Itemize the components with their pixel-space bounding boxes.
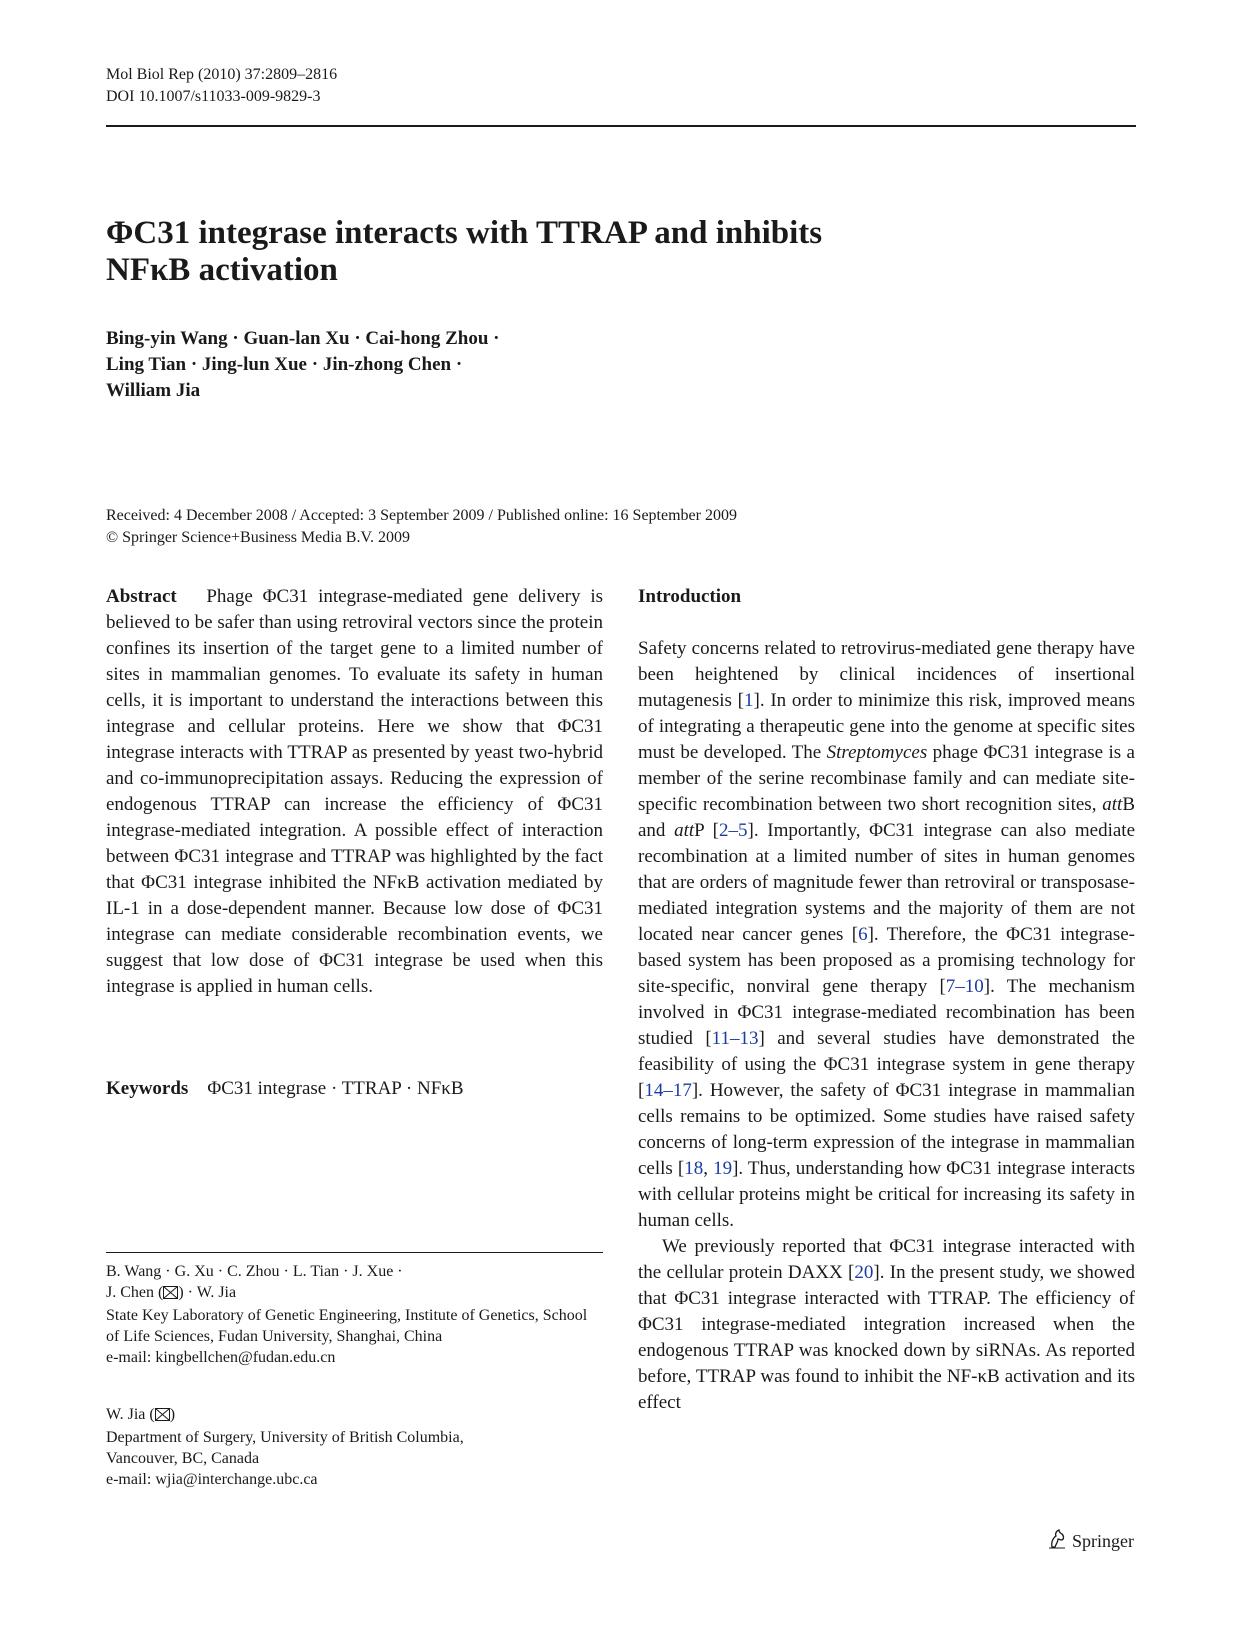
affil1-email[interactable]: e-mail: kingbellchen@fudan.edu.cn	[106, 1349, 336, 1366]
affil2-address-1: Department of Surgery, University of British Columbia,	[106, 1429, 464, 1446]
introduction-heading: Introduction	[638, 586, 742, 607]
citation-link[interactable]: 11–13	[711, 1028, 759, 1049]
affil2-corresponding: W. Jia ( )	[106, 1404, 603, 1427]
citation-link[interactable]: 14–17	[644, 1080, 692, 1101]
authors-line-3: William Jia	[106, 380, 201, 401]
abstract-text: Phage ΦC31 integrase-mediated gene delivery is believed to be safer than using retroviral vectors since the protein confines its insertion of the target gene to a limited number of sites in mammalian genomes. To evaluate its safety in human cells, it is important to understand the interactions between this integrase and cellular proteins. Here we show that ΦC31 integrase interacts with TTRAP as presented by yeast two-hybrid and co-immunoprecipitation assays. Reducing the expression of endogenous TTRAP can increase the efficiency of ΦC31 integrase-mediated integration. A possible effect of interaction between ΦC31 integrase and TTRAP was highlighted by the fact that ΦC31 integrase inhibited the NFκB activation mediated by IL-1 in a dose-dependent manner. Because low dose of ΦC31 integrase can mediate considerable recombination events, we suggest that low dose of ΦC31 integrase be used when this integrase is applied in human cells.	[106, 586, 604, 997]
intro-paragraph-2: We previously reported that ΦC31 integrase interacted with the cellular protein DAXX [20]. In the present study, we showed that ΦC31 integrase interacted with TTRAP. The efficiency of ΦC31 integrase-mediated integration increased when the endogenous TTRAP was knocked down by siRNAs. As reported before, TTRAP was found to inhibit the NF-κB activation and its effect	[638, 1236, 1135, 1413]
affiliation-2	[106, 1404, 603, 1490]
header-rule	[106, 125, 1136, 127]
publication-history: Received: 4 December 2008 / Accepted: 3 September 2009 / Published online: 16 September 2009	[106, 507, 737, 524]
citation-link[interactable]: 6	[858, 924, 868, 945]
abstract	[106, 584, 603, 1000]
intro-paragraph-1: Safety concerns related to retrovirus-mediated gene therapy have been heightened by clinical incidences of insertional mutagenesis [1]. In order to minimize this risk, improved means of integrating a therapeutic gene into the genome at specific sites must be developed. The Streptomyces phage ΦC31 integrase is a member of the serine recombinase family and can mediate site-specific recombination between two short recognition sites, attB and attP [2–5]. Importantly, ΦC31 integrase can also mediate recombination at a limited number of sites in human genomes that are orders of magnitude fewer than retroviral or transposase-mediated integration systems and the majority of them are not located near cancer genes [6]. Therefore, the ΦC31 integrase-based system has been proposed as a promising technology for site-specific, nonviral gene therapy [7–10]. The mechanism involved in ΦC31 integrase-mediated recombination has been studied [11–13] and several studies have demonstrated the feasibility of using the ΦC31 integrase system in gene therapy [14–17]. However, the safety of ΦC31 integrase in mammalian cells remains to be optimized. Some studies have raised safety concerns of long-term expression of the integrase in mammalian cells [18, 19]. Thus, understanding how ΦC31 integrase interacts with cellular proteins might be critical for increasing its safety in human cells.	[638, 638, 1135, 1231]
affil1-address: State Key Laboratory of Genetic Engineering, Institute of Genetics, School of Life Sciences, Fudan University, Shanghai, China	[106, 1307, 588, 1345]
abstract-label: Abstract	[106, 586, 177, 607]
publisher-name: Springer	[1072, 1531, 1134, 1551]
affil1-corresponding: J. Chen ( ) · W. Jia	[106, 1282, 603, 1305]
article-dates	[106, 505, 737, 549]
publisher-logo	[1046, 1528, 1134, 1555]
authors-line-2: Ling Tian · Jing-lun Xue · Jin-zhong Chen ·	[106, 354, 463, 375]
citation-link[interactable]: 18	[684, 1158, 704, 1179]
journal-header	[106, 64, 337, 108]
title-line-2: NFκB activation	[106, 252, 338, 288]
keywords-text: ΦC31 integrase · TTRAP · NFκB	[207, 1078, 464, 1099]
keywords	[106, 1076, 464, 1102]
citation-link[interactable]: 19	[713, 1158, 733, 1179]
title-line-1: ΦC31 integrase interacts with TTRAP and inhibits	[106, 215, 823, 251]
citation-link[interactable]: 1	[744, 690, 754, 711]
citation-link[interactable]: 20	[854, 1262, 874, 1283]
affil1-names: B. Wang · G. Xu · C. Zhou · L. Tian · J. Xue ·	[106, 1263, 403, 1280]
citation-link[interactable]: 7–10	[945, 976, 984, 997]
affiliation-1	[106, 1261, 603, 1368]
keywords-label: Keywords	[106, 1078, 189, 1099]
affil2-email[interactable]: e-mail: wjia@interchange.ubc.ca	[106, 1471, 318, 1488]
journal-citation: Mol Biol Rep (2010) 37:2809–2816	[106, 66, 338, 83]
envelope-icon	[155, 1406, 170, 1427]
doi[interactable]: DOI 10.1007/s11033-009-9829-3	[106, 88, 321, 105]
introduction-body	[638, 636, 1135, 1416]
affil2-address-2: Vancouver, BC, Canada	[106, 1450, 260, 1467]
article-title	[106, 215, 1006, 289]
authors-line-1: Bing-yin Wang · Guan-lan Xu · Cai-hong Zhou ·	[106, 328, 500, 349]
citation-link[interactable]: 2–5	[719, 820, 748, 841]
footnote-rule	[106, 1252, 603, 1253]
envelope-icon	[163, 1284, 178, 1305]
copyright-notice: © Springer Science+Business Media B.V. 2009	[106, 529, 410, 546]
springer-horse-icon	[1046, 1528, 1068, 1555]
author-list	[106, 326, 500, 404]
